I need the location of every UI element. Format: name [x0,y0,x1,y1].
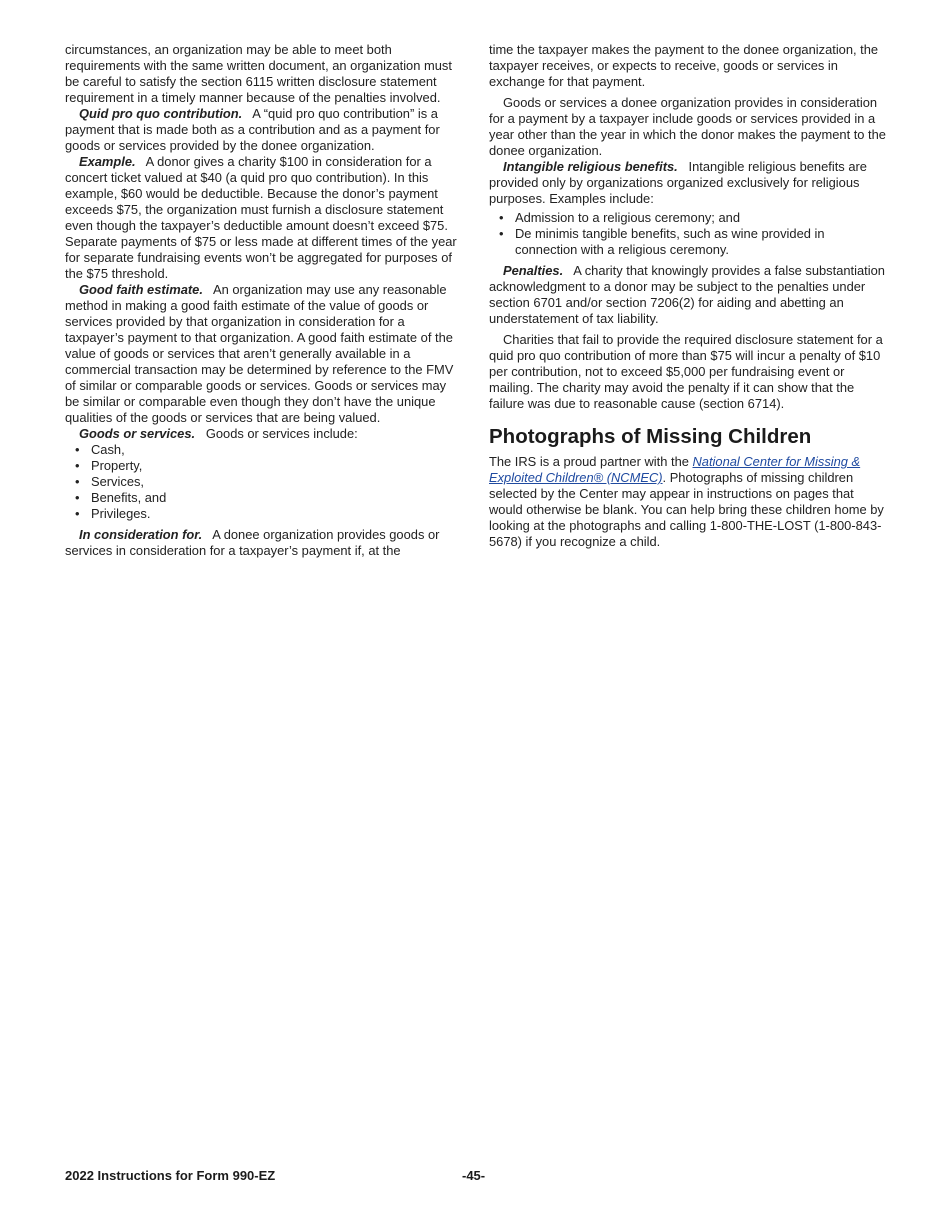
charities-paragraph: Charities that fail to provide the required disclosure statement for a quid pro quo contribution of more than $75 will incur a penalty of $10 per contribution, not to exceed $5,000 per fundraising event or mailing. The charity may avoid the penalty if it can show that the failure was due to reasonable cause (section 6714). [489,332,883,411]
page-number: -45- [462,1168,486,1183]
right-column [489,42,887,550]
quid-pro-quo-heading: Quid pro quo contribution. [79,106,243,121]
goods-provided-paragraph: Goods or services a donee organization provides in consideration for a payment by a taxpayer include goods or services provided in a year other than the year in which the donor makes the payment to the donee organization. [489,95,886,158]
goods-services-list [65,442,463,522]
goods-services-text: Goods or services include: [205,426,358,441]
list-item: • Benefits, and [75,490,167,505]
in-consideration-text: A donee organization provides goods or services in consideration for a taxpayer’s payment if, at the [65,527,440,558]
left-column [65,42,463,559]
intangible-paragraph [489,159,887,207]
intangible-heading: Intangible religious benefits. [503,159,678,174]
in-consideration-paragraph [65,527,463,559]
intro-paragraph: circumstances, an organization may be able to meet both requirements with the same written document, an organization must be careful to satisfy the section 6115 written disclosure statement requirement in a timely manner because of the penalties involved. [65,42,452,105]
list-item: • De minimis tangible benefits, such as wine provided in connection with a religious ceremony. [499,226,825,257]
goods-services-paragraph [65,426,463,442]
list-item: • Services, [75,474,145,489]
intangible-list [489,210,887,258]
goods-services-heading: Goods or services. [79,426,196,441]
good-faith-paragraph [65,282,463,426]
list-item: • Admission to a religious ceremony; and [499,210,740,225]
bullet-icon: • [75,506,80,521]
example-text: A donor gives a charity $100 in consideration for a concert ticket valued at $40 (a quid pro quo contribution). In this example, $60 would be deductible. Because the donor’s payment exceeds $75, the organization must furnish a disclosure statement even though the taxpayer’s deductible amount doesn’t exceed $75. Separate payments of $75 or less made at different times of the year for separate fundraising events won’t be aggregated for purposes of the $75 threshold. [65,154,457,281]
bullet-icon: • [75,490,80,505]
penalties-heading: Penalties. [503,263,564,278]
missing-children-text-before: The IRS is a proud partner with the [489,454,693,469]
quid-pro-quo-text: A “quid pro quo contribution” is a payment that is made both as a contribution and as a payment for goods or services provided by the donee organization. [65,106,440,153]
penalties-text: A charity that knowingly provides a false substantiation acknowledgment to a donor may be subject to the penalties under section 6701 and/or section 7206(2) for aiding and abetting an understatement of tax liability. [489,263,885,326]
in-consideration-heading: In consideration for. [79,527,203,542]
penalties-paragraph [489,263,887,327]
footer-title: 2022 Instructions for Form 990-EZ [65,1168,276,1183]
list-item: • Cash, [75,442,125,457]
example-heading: Example. [79,154,136,169]
quid-pro-quo-paragraph [65,106,463,154]
missing-children-paragraph [489,454,887,550]
bullet-icon: • [75,442,80,457]
good-faith-text: An organization may use any reasonable method in making a good faith estimate of the value of goods or services provided by that organization in consideration for a taxpayer’s payment to that organization. A good faith estimate of the value of goods or services that aren’t generally available in a commercial transaction may be determined by reference to the FMV of similar or comparable goods or services. Goods or services may be similar or comparable even though they don’t have the unique qualities of the goods or services that are being valued. [65,282,454,425]
intangible-text: Intangible religious benefits are provided only by organizations organized exclusively for religious purposes. Examples include: [489,159,867,206]
bullet-icon: • [499,210,504,225]
list-item: • Property, [75,458,143,473]
list-item: • Privileges. [75,506,151,521]
bullet-icon: • [75,474,80,489]
bullet-icon: • [499,226,504,241]
missing-children-text-after: . Photographs of missing children selected by the Center may appear in instructions on pages that would otherwise be blank. You can help bring these children home by looking at the photographs and calling 1-800-THE-LOST (1-800-843-5678) if you recognize a child. [489,470,884,549]
good-faith-heading: Good faith estimate. [79,282,203,297]
example-paragraph [65,154,463,282]
ncmec-link[interactable]: National Center for Missing & Exploited Children® (NCMEC) [489,454,861,485]
continued-paragraph: time the taxpayer makes the payment to the donee organization, the taxpayer receives, or expects to receive, goods or services in exchange for that payment. [489,42,879,89]
section-heading: Photographs of Missing Children [489,425,812,448]
bullet-icon: • [75,458,80,473]
